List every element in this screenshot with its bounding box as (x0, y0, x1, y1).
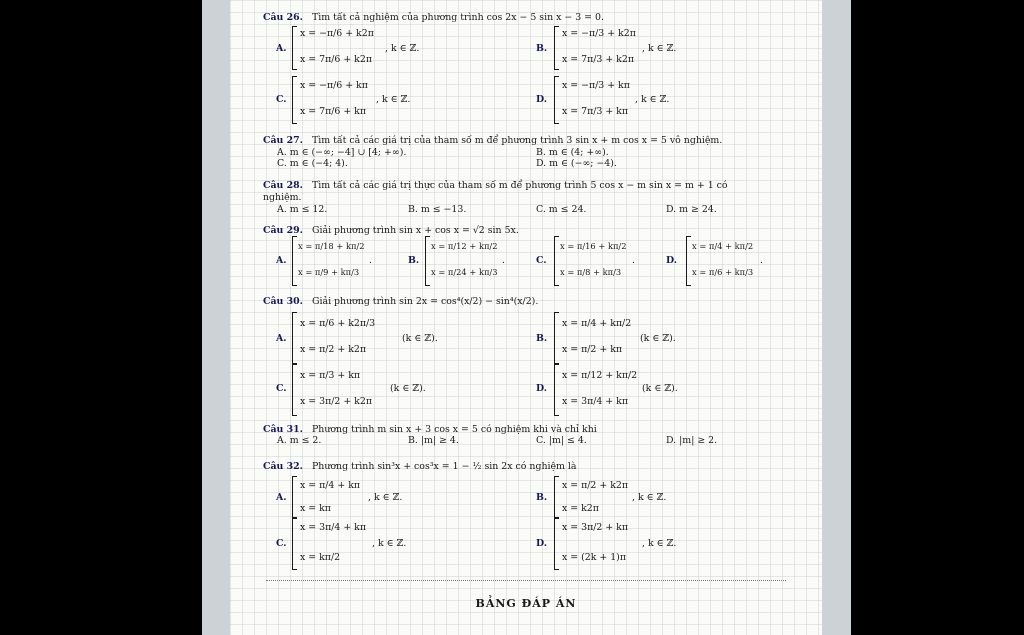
option-b-line1: x = π/4 + kπ/2 (562, 318, 632, 329)
dotted-separator (266, 580, 786, 581)
option-a-label: A. (276, 255, 287, 266)
bracket (425, 236, 430, 286)
bracket (292, 364, 297, 416)
option-c-line2: x = 7π/6 + kπ (300, 106, 367, 117)
option-a-line2: x = kπ (300, 503, 331, 514)
option-c-tail: , k ∈ ℤ. (376, 94, 411, 105)
bracket (554, 518, 559, 570)
document-page (230, 0, 822, 635)
option-b-tail: , k ∈ ℤ. (642, 43, 677, 54)
option-a: A. m ≤ 12. (277, 204, 328, 215)
question-label: Câu 31. (263, 424, 303, 435)
question-label: Câu 32. (263, 461, 303, 472)
bracket (554, 476, 559, 518)
option-a-line1: x = π/4 + kπ (300, 480, 361, 491)
option-b-line1: x = π/2 + k2π (562, 480, 629, 491)
option-c-line1: x = 3π/4 + kπ (300, 522, 367, 533)
question-stem: Tìm tất cả các giá trị thực của tham số m để phương trình 5 cos x − m sin x = m + 1 có (312, 180, 728, 191)
option-d-tail: , k ∈ ℤ. (642, 538, 677, 549)
question-stem: Phương trình m sin x + 3 cos x = 5 có nghiệm khi và chỉ khi (312, 424, 597, 435)
option-c: C. m ∈ (−4; 4). (277, 158, 348, 169)
option-b-label: B. (536, 43, 548, 54)
bracket (554, 26, 559, 70)
option-b-label: B. (536, 492, 548, 503)
option-a-tail: (k ∈ ℤ). (402, 333, 438, 344)
bracket (554, 312, 559, 364)
question-label: Câu 27. (263, 135, 303, 146)
option-c-label: C. (536, 255, 547, 266)
option-b: B. |m| ≥ 4. (408, 435, 459, 446)
question-stem: Tìm tất cả các giá trị của tham số m để phương trình 3 sin x + m cos x = 5 vô nghiệm. (312, 135, 723, 146)
question-label: Câu 30. (263, 296, 303, 307)
question-label: Câu 29. (263, 225, 303, 236)
option-a: A. m ∈ (−∞; −4] ∪ [4; +∞). (277, 147, 407, 158)
question-stem: Tìm tất cả nghiệm của phương trình cos 2x − 5 sin x − 3 = 0. (312, 12, 604, 23)
option-d-line2: x = (2k + 1)π (562, 552, 627, 563)
bracket (292, 518, 297, 570)
bracket (554, 364, 559, 416)
question-label: Câu 26. (263, 12, 303, 23)
option-a-tail: , k ∈ ℤ. (385, 43, 420, 54)
option-a-tail: , k ∈ ℤ. (368, 492, 403, 503)
left-black-margin (0, 0, 202, 635)
bracket (554, 236, 559, 286)
option-d-tail: . (760, 255, 763, 266)
option-d-label: D. (536, 538, 548, 549)
question-stem: Giải phương trình sin x + cos x = √2 sin 5x. (312, 225, 519, 236)
option-b-tail: (k ∈ ℤ). (640, 333, 676, 344)
option-a-line2: x = π/2 + k2π (300, 344, 367, 355)
question-stem-continued: nghiệm. (263, 192, 302, 203)
option-d-label: D. (666, 255, 678, 266)
question-label: Câu 28. (263, 180, 303, 191)
option-b-label: B. (536, 333, 548, 344)
option-c-label: C. (276, 538, 287, 549)
option-c-line2: x = π/8 + kπ/3 (560, 267, 622, 277)
option-a-label: A. (276, 43, 287, 54)
bracket (292, 76, 297, 124)
right-black-margin (851, 0, 1024, 635)
option-d: D. m ≥ 24. (666, 204, 717, 215)
option-b-label: B. (408, 255, 420, 266)
bracket (292, 26, 297, 70)
bracket (292, 476, 297, 518)
option-b-tail: . (502, 255, 505, 266)
option-d-line1: x = −π/3 + kπ (562, 80, 630, 91)
option-c-line2: x = kπ/2 (300, 552, 341, 563)
left-viewer-bezel (202, 0, 230, 635)
option-a-line2: x = 7π/6 + k2π (300, 54, 372, 65)
option-a-line1: x = π/6 + k2π/3 (300, 318, 376, 329)
option-a: A. m ≤ 2. (277, 435, 322, 446)
option-b-tail: , k ∈ ℤ. (632, 492, 667, 503)
option-b-line2: x = k2π (562, 503, 599, 514)
bracket (292, 312, 297, 364)
option-d-line2: x = π/6 + kπ/3 (692, 267, 754, 277)
option-b: B. m ∈ (4; +∞). (536, 147, 609, 158)
option-a-label: A. (276, 492, 287, 503)
option-b-line1: x = −π/3 + k2π (562, 28, 636, 39)
option-a-line1: x = −π/6 + k2π (300, 28, 374, 39)
option-c-label: C. (276, 383, 287, 394)
option-d: D. |m| ≥ 2. (666, 435, 718, 446)
bracket (686, 236, 691, 286)
option-d-label: D. (536, 94, 548, 105)
option-c-label: C. (276, 94, 287, 105)
option-c: C. |m| ≤ 4. (536, 435, 587, 446)
option-d-tail: , k ∈ ℤ. (635, 94, 670, 105)
option-c-line2: x = 3π/2 + k2π (300, 396, 372, 407)
option-d-line1: x = π/4 + kπ/2 (692, 241, 754, 251)
option-d-line1: x = π/12 + kπ/2 (562, 370, 638, 381)
option-d-line2: x = 3π/4 + kπ (562, 396, 629, 407)
bracket (554, 76, 559, 124)
option-d-line1: x = 3π/2 + kπ (562, 522, 629, 533)
option-b-line1: x = π/12 + kπ/2 (431, 241, 498, 251)
option-d-label: D. (536, 383, 548, 394)
option-a-tail: . (369, 255, 372, 266)
option-b-line2: x = 7π/3 + k2π (562, 54, 634, 65)
option-a-line1: x = π/18 + kπ/2 (298, 241, 365, 251)
option-b: B. m ≤ −13. (408, 204, 467, 215)
option-b-line2: x = π/24 + kπ/3 (431, 267, 498, 277)
option-a-label: A. (276, 333, 287, 344)
option-d-tail: (k ∈ ℤ). (642, 383, 678, 394)
option-d: D. m ∈ (−∞; −4). (536, 158, 617, 169)
option-c: C. m ≤ 24. (536, 204, 587, 215)
question-stem: Giải phương trình sin 2x = cos⁴(x/2) − sin⁴(x/2). (312, 296, 539, 307)
option-c-line1: x = π/16 + kπ/2 (560, 241, 627, 251)
right-viewer-bezel (822, 0, 851, 635)
option-c-line1: x = −π/6 + kπ (300, 80, 368, 91)
option-c-line1: x = π/3 + kπ (300, 370, 361, 381)
option-d-line2: x = 7π/3 + kπ (562, 106, 629, 117)
option-b-line2: x = π/2 + kπ (562, 344, 623, 355)
question-stem: Phương trình sin³x + cos³x = 1 − ½ sin 2x có nghiệm là (312, 461, 577, 472)
option-c-tail: (k ∈ ℤ). (390, 383, 426, 394)
option-c-tail: . (632, 255, 635, 266)
option-a-line2: x = π/9 + kπ/3 (298, 267, 360, 277)
answer-table-title: BẢNG ĐÁP ÁN (475, 597, 577, 610)
bracket (292, 236, 297, 286)
option-c-tail: , k ∈ ℤ. (372, 538, 407, 549)
